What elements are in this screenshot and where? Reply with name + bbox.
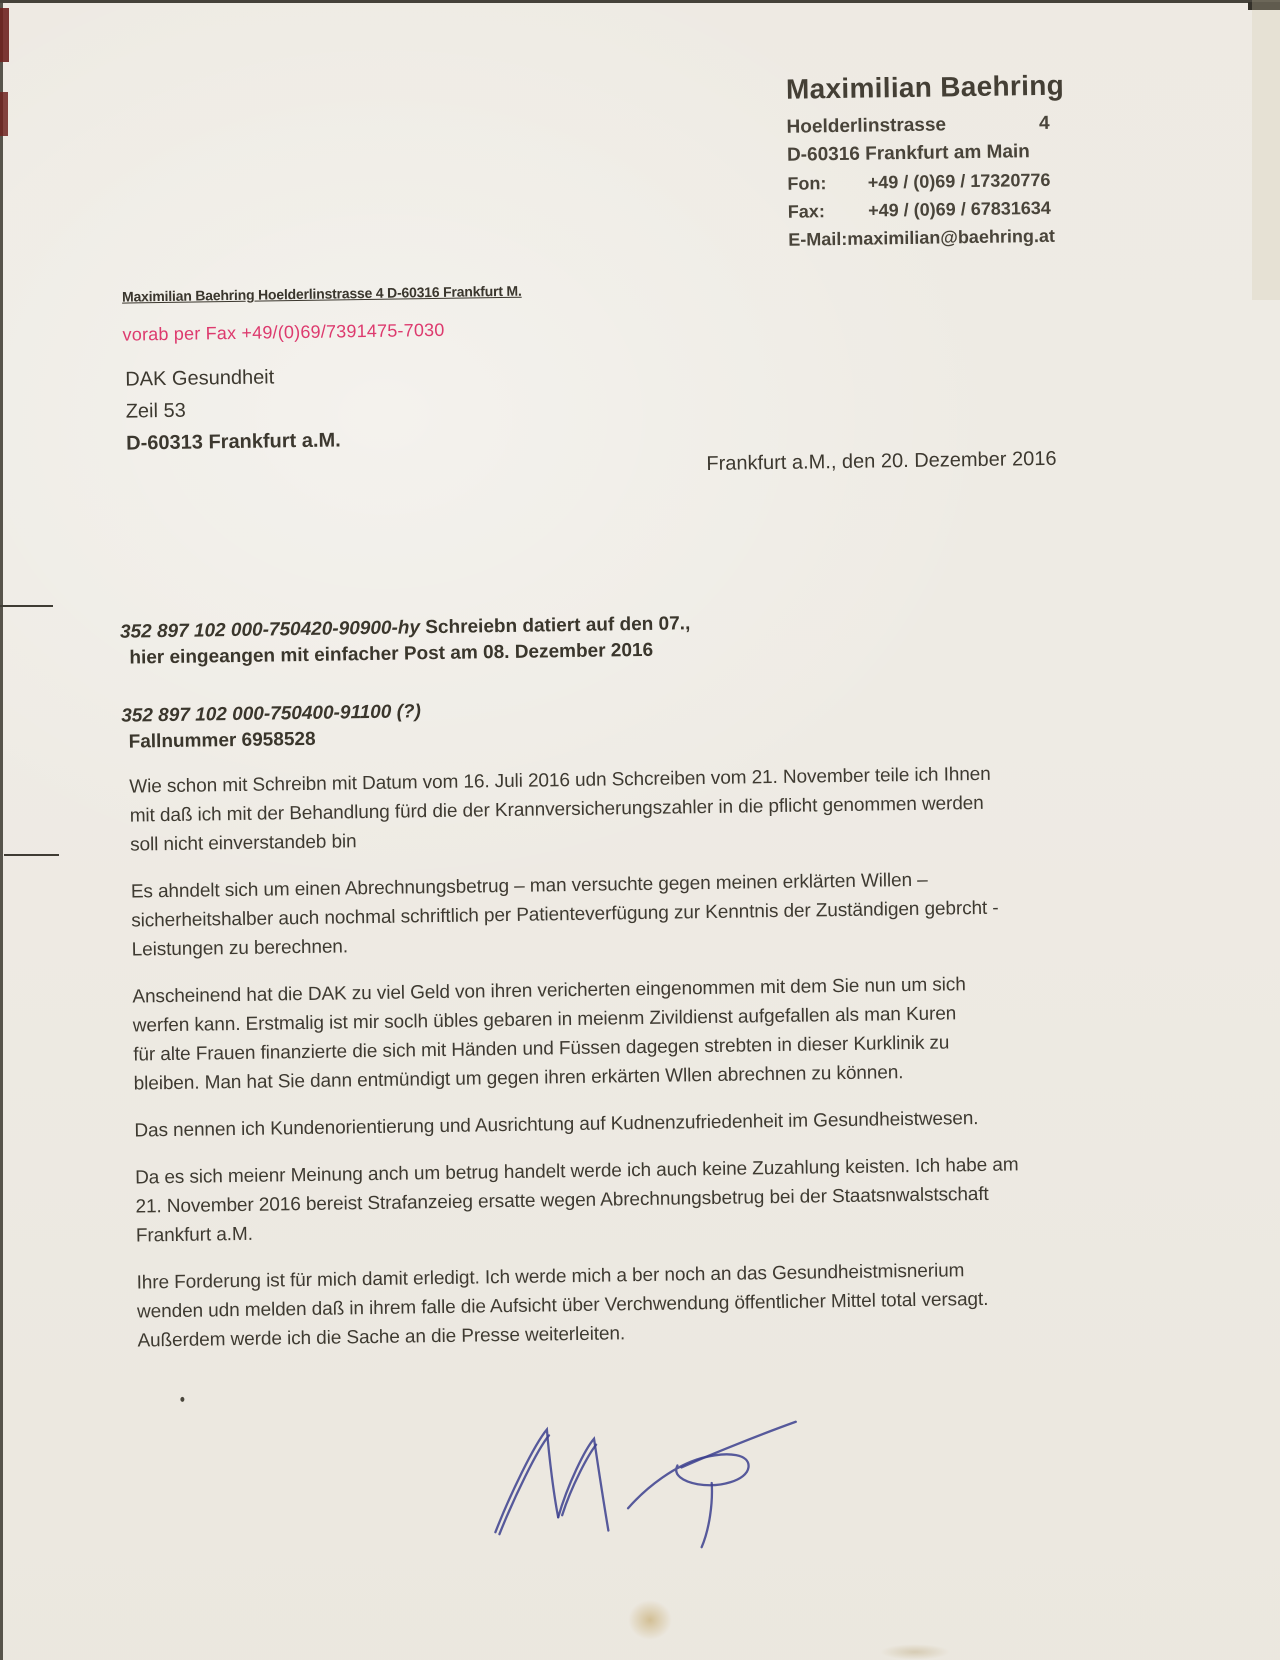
fax-advance-note: vorab per Fax +49/(0)69/7391475-7030 — [122, 319, 445, 345]
scan-left-edge-line — [0, 0, 3, 1660]
letterhead-street-row — [786, 110, 1049, 142]
fax-label: Fax: — [787, 201, 826, 222]
paragraph-6: Ihre Forderung ist für mich damit erledigt. Ich werde mich a ber noch an das Gesundheistmisnerium wenden udn melden daß in ihrem falle die Aufsicht über Verchwendung öffentlicher Mittel total versagt. Außerdem werde ich die Sache an die Presse weiterleiten. — [136, 1260, 989, 1352]
place-date-line: Frankfurt a.M., den 20. Dezember 2016 — [706, 447, 1057, 475]
scan-top-edge-line — [0, 0, 1280, 3]
paragraph-3: Anscheinend hat die DAK zu viel Geld von ihren vericherten eingenommen mit dem Sie nun um sich werfen kann. Erstmalig ist mir soclh übles gebaren in meienm Zivildienst aufgefallen als man Kuren für alte Frauen finanzierte die sich mit Händen und Füssen dagegen strebten in dieser Kurklinik zu bleiben. Man hat Sie dann entmündigt um gegen ihren erkärten Wllen abrechnen zu können. — [132, 974, 966, 1095]
reference-block — [120, 611, 692, 755]
reference-line-2: hier eingeangen mit einfacher Post am 08. Dezember 2016 — [129, 639, 654, 669]
reference-number-1: 352 897 102 000-750420-90900-hy — [119, 617, 421, 643]
fold-mark-lower — [4, 854, 59, 856]
letterhead-fax-row — [788, 194, 1051, 226]
fold-mark-upper — [0, 605, 53, 607]
letterhead-email-row — [788, 222, 1056, 254]
recipient-address — [125, 360, 341, 459]
letterhead — [785, 69, 1065, 254]
scan-top-right-shade — [1252, 0, 1280, 300]
red-edge-mark-top — [0, 8, 9, 62]
reference-number-2: 352 897 102 000-750400-91100 (?) — [121, 701, 422, 727]
recipient-street: Zeil 53 — [125, 399, 186, 423]
fon-label: Fon: — [787, 173, 827, 194]
letterhead-street-number: 4 — [1038, 112, 1050, 135]
recipient-city: D-60313 Frankfurt a.M. — [126, 429, 341, 455]
letterhead-street: Hoelderlinstrasse — [786, 114, 947, 138]
red-edge-mark-lower — [0, 92, 8, 136]
paragraph-1: Wie schon mit Schreibn mit Datum vom 16. Juli 2016 udn Schcreiben vom 21. November teile ich Ihnen mit daß ich mit der Behandlung fürd die der Krannversicherungszahler in die pflicht genommen werden soll nicht einverstandeb bin — [129, 763, 991, 856]
signature-handwriting — [448, 1396, 810, 1566]
email-label: E-Mail: — [788, 228, 848, 250]
fon-value: +49 / (0)69 / 17320776 — [867, 169, 1051, 193]
letter-body — [129, 758, 1148, 1374]
fax-value: +49 / (0)69 / 67831634 — [868, 197, 1051, 221]
signature-ink-icon — [448, 1396, 810, 1566]
letterhead-name: Maximilian Baehring — [785, 69, 1065, 105]
recipient-name: DAK Gesundheit — [125, 366, 275, 391]
paragraph-4: Das nennen ich Kundenorientierung und Ausrichtung auf Kudnenzufriedenheit im Gesundheistwesen. — [134, 1108, 979, 1142]
reference-text-1: Schreiebn datiert auf den 07., — [419, 613, 691, 639]
letterhead-city-row — [787, 138, 1050, 170]
case-number-line: Fallnummer 6958528 — [128, 728, 316, 753]
paper-stain-bottom-right — [880, 1644, 950, 1660]
sender-return-address-line: Maximilian Baehring Hoelderlinstrasse 4 D-60316 Frankfurt M. — [121, 282, 522, 305]
paragraph-5: Da es sich meienr Meinung anch um betrug handelt werde ich auch keine Zuzahlung keisten. Ich habe am 21. November 2016 bereist Strafanzeieg ersatte wegen Abrechnungsbetrug bei der Staatsnwalstschaft Frankfurt a.M. — [134, 1154, 1019, 1247]
letterhead-city: D-60316 Frankfurt am Main — [786, 141, 1030, 166]
letterhead-fon-row — [787, 166, 1050, 198]
email-value: maximilian@baehring.at — [847, 225, 1056, 249]
paper-stain-bottom — [628, 1600, 672, 1640]
ink-speck — [180, 1397, 184, 1402]
paragraph-2: Es ahndelt sich um einen Abrechnungsbetrug – man versuchte gegen meinen erklärten Willen – sicherheitshalber auch nochmal schriftlich per Patienteverfügung zur Kenntnis der Zuständigen gebrcht - Leistungen zu berechnen. — [130, 869, 999, 961]
